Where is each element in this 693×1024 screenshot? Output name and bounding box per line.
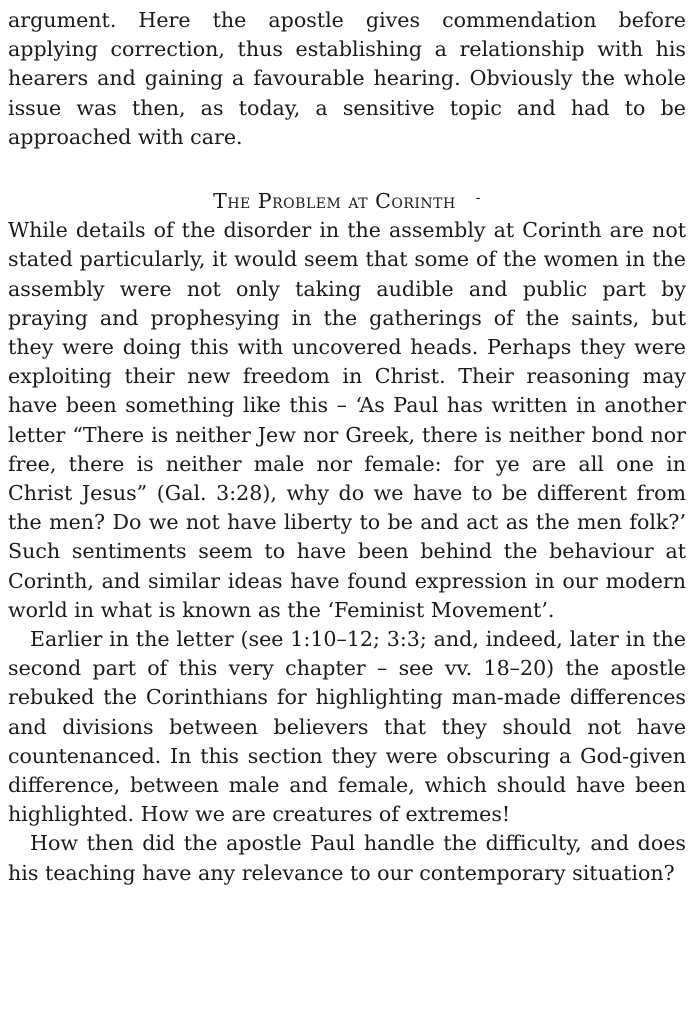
paragraph-problem: While details of the disorder in the assembly at Corinth are not stated particularly, it would seem that some of the women in the assembly were not only taking audible and public part by praying and prophesying in the gatherings of the saints, but they were doing this with uncovered heads. Perhaps they were exploiting their new freedom in Christ. Their reasoning may have been something like this – ‘As Paul has written in another letter “There is neither Jew nor Greek, there is neither bond nor free, there is neither male nor female: for ye are all one in Christ Jesus” (Gal. 3:28), why do we have to be different from the men? Do we not have liberty to be and act as the men folk?’ Such sentiments seem to have been behind the behaviour at Corinth, and similar ideas have found expression in our modern world in what is known as the ‘Feminist Movement’. xyxy=(8,218,686,622)
paragraph-question: How then did the apostle Paul handle the difficulty, and does his teaching have any relevance to our contemporary situation? xyxy=(8,831,686,885)
paragraph-continued: argument. Here the apostle gives commendation before applying correction, thus establishing a relationship with his hearers and gaining a favourable hearing. Obviously the whole issue was then, as today, a sensitive topic and had to be approached with care. xyxy=(8,8,686,149)
section-heading-text: The Problem at Corinth xyxy=(213,189,456,214)
section-heading xyxy=(8,184,686,216)
document-page xyxy=(8,6,686,888)
heading-mark: - xyxy=(475,190,481,207)
paragraph-earlier: Earlier in the letter (see 1:10–12; 3:3; and, indeed, later in the second part of this very chapter – see vv. 18–20) the apostle rebuked the Corinthians for highlighting man-made differences and divisions between believers that they should not have countenanced. In this section they were obscuring a God-given difference, between male and female, which should have been highlighted. How we are creatures of extremes! xyxy=(8,627,686,827)
